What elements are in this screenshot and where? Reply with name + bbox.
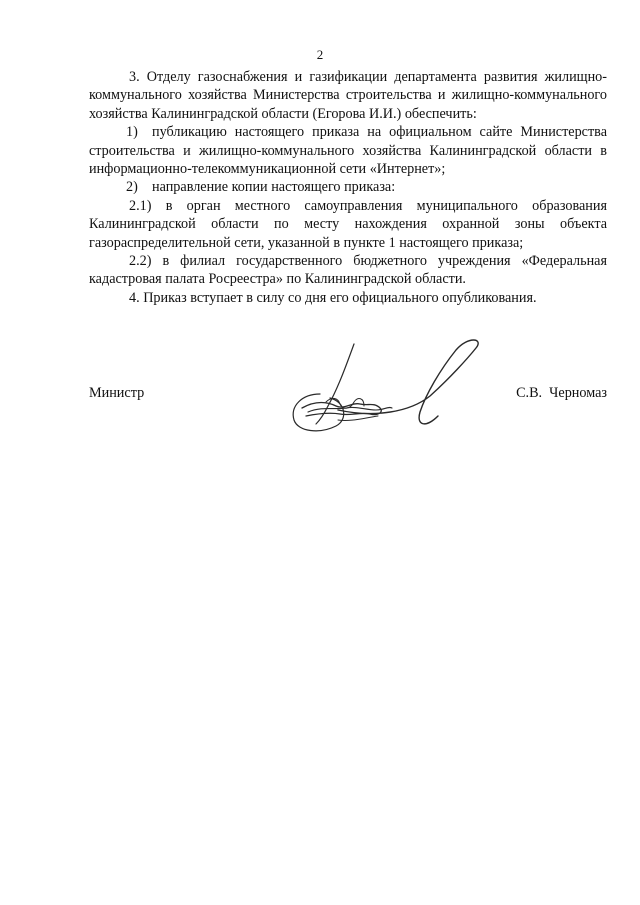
paragraph-item-4: 4. Приказ вступает в силу со дня его официального опубликования. — [129, 289, 537, 306]
signer-position: Министр — [89, 385, 145, 401]
paragraph-item-3-2-2: 2.2) в филиал государственного бюджетного учреждения «Федеральная кадастровая палата Росреестра» по Калининградской области. — [89, 253, 607, 288]
handwritten-signature-icon — [280, 336, 500, 451]
document-body — [89, 68, 607, 307]
paragraph-item-3-2-1: 2.1) в орган местного самоуправления муниципального образования Калининградской области по месту нахождения охранной зоны объекта газораспределительной сети, указанной в пункте 1 настоящего приказа; — [89, 197, 607, 251]
paragraph-item-3-1: 1) публикацию настоящего приказа на официальном сайте Министерства строительства и жилищно-коммунального хозяйства Калининградской области в информационно-телекоммуникационной сети «Интернет»; — [89, 124, 607, 178]
signer-name: С.В. Черномаз — [516, 385, 607, 401]
paragraph-item-3: 3. Отделу газоснабжения и газификации департамента развития жилищно-коммунального хозяйства Министерства строительства и жилищно-коммунального хозяйства Калининградской области (Егорова И.И.) обеспечить: — [89, 69, 607, 122]
page-number: 2 — [316, 47, 324, 62]
paragraph-item-3-2: 2) направление копии настоящего приказа: — [126, 179, 396, 196]
